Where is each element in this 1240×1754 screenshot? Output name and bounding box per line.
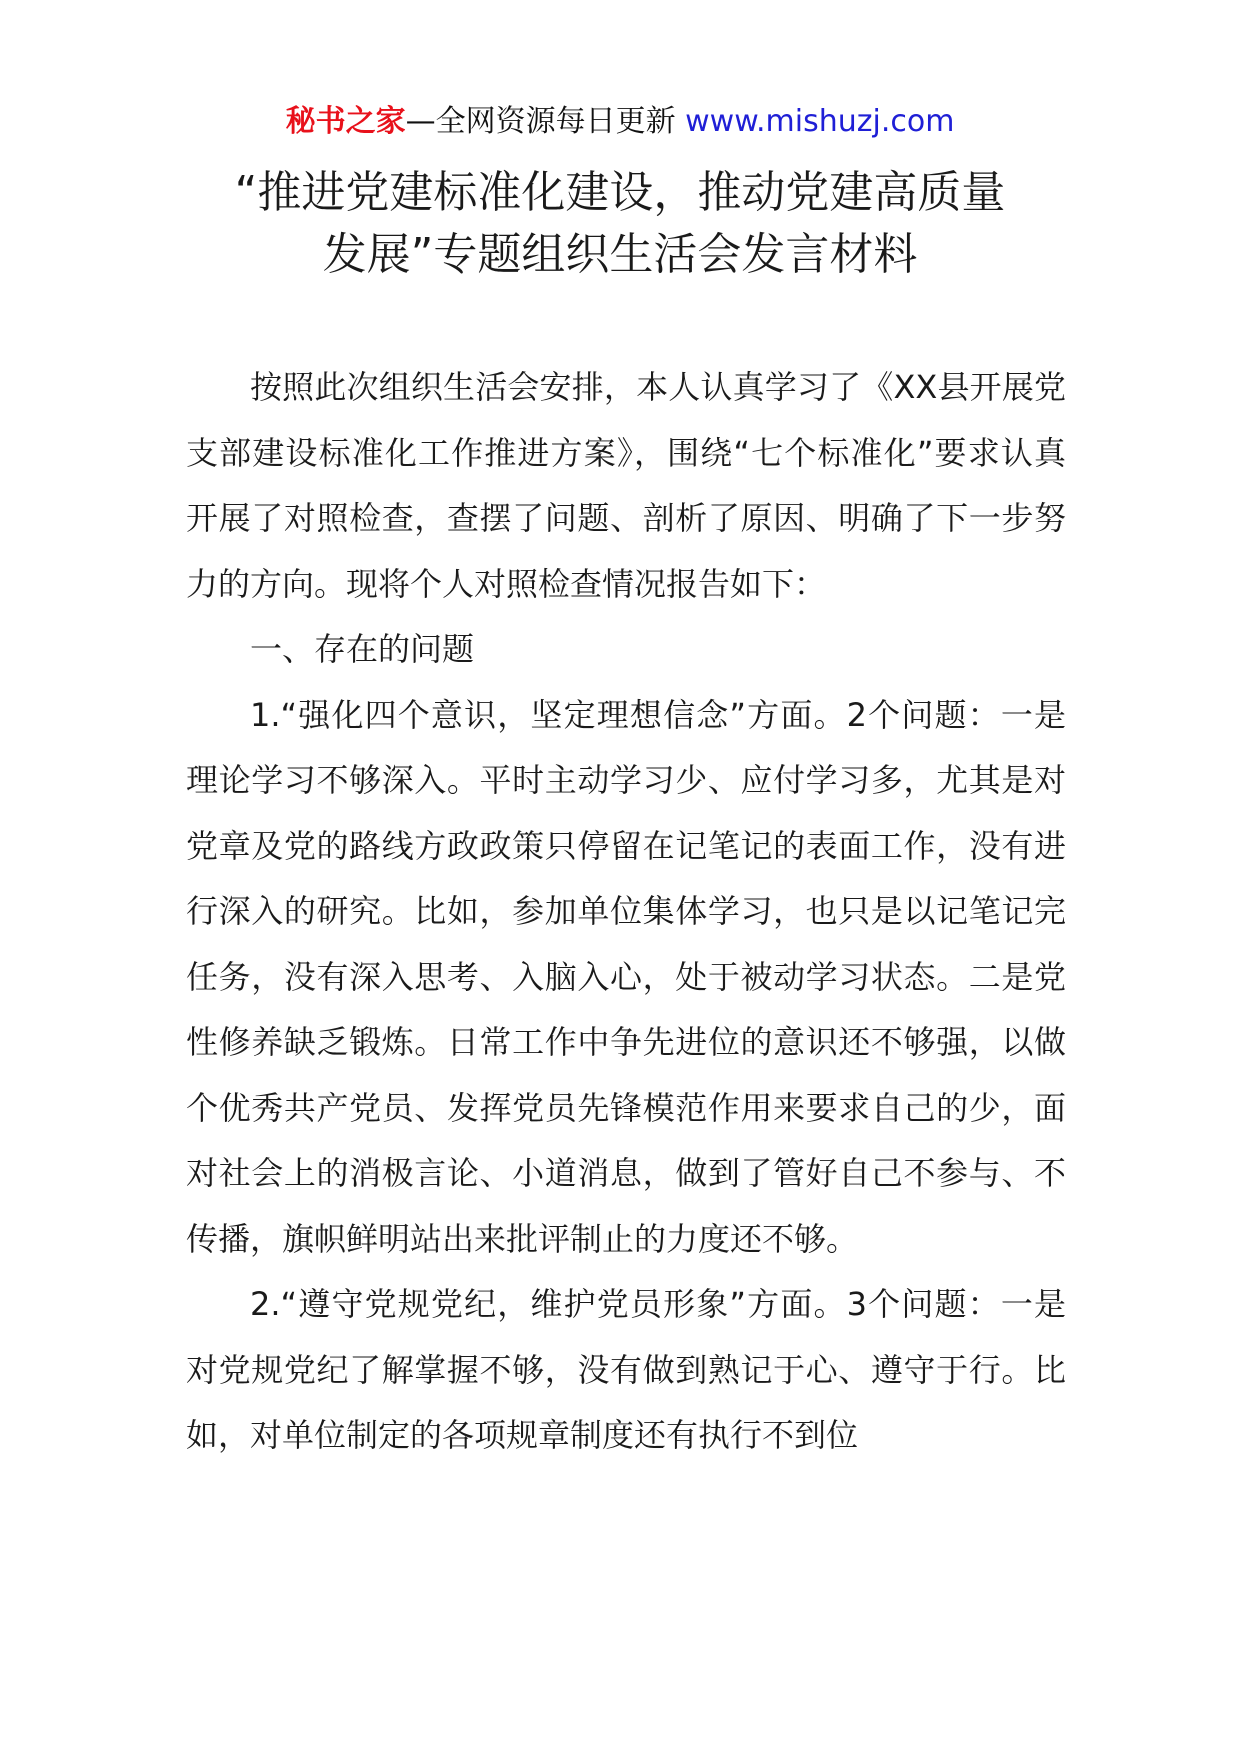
title-line-1: “推进党建标准化建设，推动党建高质量 bbox=[234, 167, 1006, 218]
title-line-2: 发展”专题组织生活会发言材料 bbox=[322, 229, 918, 280]
header-slogan: —全网资源每日更新 bbox=[405, 104, 686, 139]
paragraph-intro: 按照此次组织生活会安排，本人认真学习了《XX县开展党支部建设标准化工作推进方案》，围绕“七个标准化”要求认真开展了对照检查，查摆了问题、剖析了原因、明确了下一步努力的方向。现将个人对照检查情况报告如下： bbox=[186, 368, 1066, 603]
section-heading-problems: 一、存在的问题 bbox=[250, 630, 475, 668]
site-header bbox=[0, 100, 1240, 144]
document-body bbox=[186, 355, 1066, 1469]
document-title bbox=[150, 162, 1090, 286]
brand-name: 秘书之家 bbox=[285, 104, 406, 139]
paragraph-item-2: 2.“遵守党规党纪，维护党员形象”方面。3个问题：一是对党规党纪了解掌握不够，没有做到熟记于心、遵守于行。比如，对单位制定的各项规章制度还有执行不到位 bbox=[186, 1285, 1066, 1454]
paragraph-item-1: 1.“强化四个意识，坚定理想信念”方面。2个问题：一是理论学习不够深入。平时主动学习少、应付学习多，尤其是对党章及党的路线方政政策只停留在记笔记的表面工作，没有进行深入的研究。比如，参加单位集体学习，也只是以记笔记完任务，没有深入思考、入脑入心，处于被动学习状态。二是党性修养缺乏锻炼。日常工作中争先进位的意识还不够强，以做个优秀共产党员、发挥党员先锋模范作用来要求自己的少，面对社会上的消极言论、小道消息，做到了管好自己不参与、不传播，旗帜鲜明站出来批评制止的力度还不够。 bbox=[186, 695, 1066, 1258]
site-url[interactable]: www.mishuzj.com bbox=[685, 104, 955, 139]
